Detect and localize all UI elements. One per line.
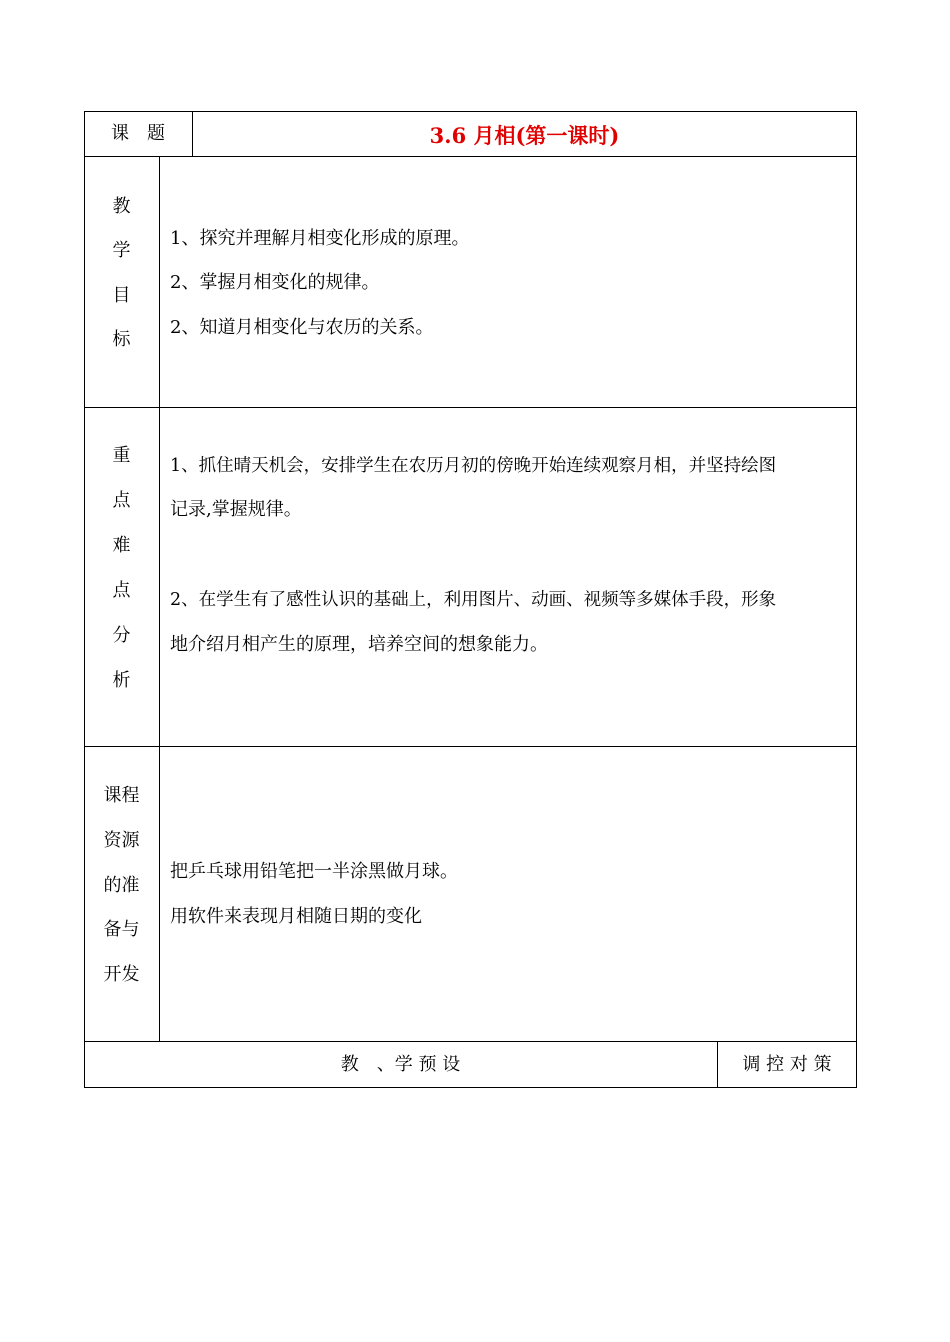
keypoint-item-1-line2: 记录,掌握规律。 bbox=[170, 499, 302, 520]
page-title: 3.6 月相(第一课时) bbox=[429, 123, 620, 148]
table-border-top bbox=[84, 111, 857, 112]
resources-label-line: 开发 bbox=[103, 964, 140, 985]
header-label: 课 题 bbox=[111, 123, 165, 144]
row-divider-objectives bbox=[84, 407, 857, 408]
row-divider-keypoints bbox=[84, 746, 857, 747]
keypoints-label-char: 点 bbox=[112, 490, 131, 511]
resources-label-line: 资源 bbox=[103, 830, 140, 851]
resource-item: 把乒乓球用铅笔把一半涂黑做月球。 bbox=[170, 861, 458, 882]
footer-control-label: 调 控 对 策 bbox=[742, 1054, 832, 1075]
footer-teaching-label: 教 、学 预 设 bbox=[340, 1054, 461, 1075]
table-border-bottom bbox=[84, 1087, 857, 1088]
resources-label-line: 课程 bbox=[103, 785, 140, 806]
keypoints-label-char: 重 bbox=[112, 445, 131, 466]
keypoints-label-char: 析 bbox=[112, 670, 131, 691]
keypoints-label-char: 难 bbox=[112, 535, 131, 556]
label-col-divider bbox=[159, 156, 160, 1042]
keypoint-item-2-line1: 2、在学生有了感性认识的基础上，利用图片、动画、视频等多媒体手段，形象 bbox=[170, 590, 777, 610]
objectives-label-char: 学 bbox=[112, 240, 131, 261]
row-divider-header bbox=[84, 156, 857, 157]
objectives-label-char: 标 bbox=[112, 329, 131, 350]
table-border-right bbox=[856, 111, 857, 1088]
resources-label-line: 备与 bbox=[103, 919, 140, 940]
objective-item: 1、探究并理解月相变化形成的原理。 bbox=[170, 228, 470, 249]
keypoints-label-char: 分 bbox=[112, 625, 131, 646]
resource-item: 用软件来表现月相随日期的变化 bbox=[170, 906, 422, 927]
keypoint-item-1-line1: 1、抓住晴天机会，安排学生在农历月初的傍晚开始连续观察月相，并坚持绘图 bbox=[170, 456, 777, 476]
keypoint-item-2-line2: 地介绍月相产生的原理，培养空间的想象能力。 bbox=[170, 634, 548, 655]
objectives-label-char: 目 bbox=[112, 285, 131, 306]
objective-item: 2、知道月相变化与农历的关系。 bbox=[170, 317, 434, 338]
keypoints-label-char: 点 bbox=[112, 580, 131, 601]
objective-item: 2、掌握月相变化的规律。 bbox=[170, 272, 380, 293]
resources-label-line: 的准 bbox=[103, 875, 140, 896]
objectives-label-char: 教 bbox=[112, 196, 131, 217]
row-divider-resources bbox=[84, 1041, 857, 1042]
